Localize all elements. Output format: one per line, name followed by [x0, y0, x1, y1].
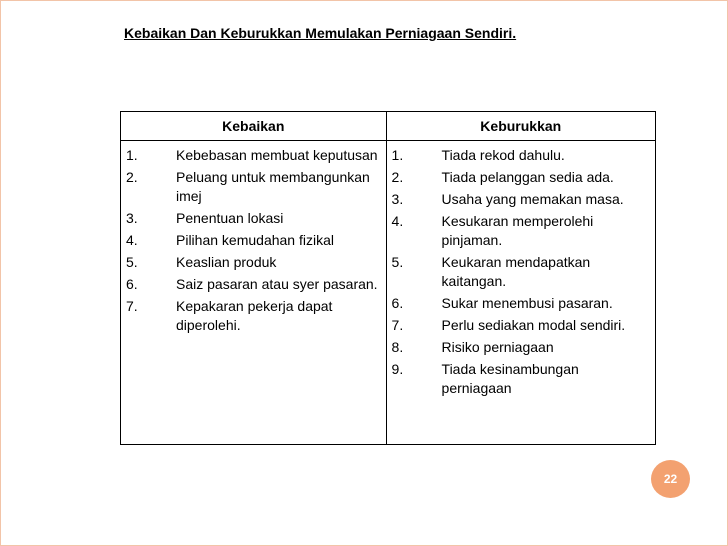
list-item-text: Keaslian produk [176, 254, 277, 270]
keburukkan-item [387, 146, 655, 165]
list-item-text: Saiz pasaran atau syer pasaran. [176, 276, 378, 292]
kebaikan-item [121, 209, 386, 228]
list-item-number: 3. [391, 191, 404, 207]
list-item-text: Keukaran mendapatkan kaitangan. [441, 254, 591, 289]
keburukkan-item [387, 338, 655, 357]
keburukkan-item [387, 316, 655, 335]
list-item-text: Usaha yang memakan masa. [441, 191, 624, 207]
list-item-text: Kesukaran memperolehi pinjaman. [441, 213, 594, 248]
list-item-number: 3. [126, 210, 138, 226]
list-item-text: Kebebasan membuat keputusan [176, 147, 378, 163]
table-header-row [121, 112, 656, 141]
list-item-number: 1. [126, 147, 138, 163]
list-item-text: Tiada rekod dahulu. [441, 147, 565, 163]
list-item-number: 6. [126, 276, 138, 292]
kebaikan-cell [121, 141, 387, 445]
page-number-badge: 22 [651, 460, 690, 498]
list-item-number: 5. [126, 254, 138, 270]
list-item-number: 2. [126, 169, 138, 185]
header-keburukkan: Keburukkan [386, 112, 655, 141]
kebaikan-item [121, 253, 386, 272]
list-item-number: 7. [391, 317, 404, 333]
kebaikan-item [121, 275, 386, 294]
list-item-number: 7. [126, 298, 138, 314]
list-item-number: 9. [391, 361, 404, 377]
keburukkan-item [387, 212, 655, 250]
list-item-number: 4. [391, 213, 404, 229]
kebaikan-list [121, 146, 386, 335]
keburukkan-item [387, 190, 655, 209]
slide-title: Kebaikan Dan Keburukkan Memulakan Perniagaan Sendiri. [124, 25, 517, 41]
keburukkan-item [387, 360, 655, 398]
kebaikan-item [121, 231, 386, 250]
list-item-text: Tiada kesinambungan perniagaan [441, 361, 579, 396]
list-item-number: 6. [391, 295, 404, 311]
table-body-row [121, 141, 656, 445]
keburukkan-item [387, 253, 655, 291]
list-item-text: Tiada pelanggan sedia ada. [441, 169, 614, 185]
keburukkan-item [387, 294, 655, 313]
list-item-text: Sukar menembusi pasaran. [441, 295, 613, 311]
kebaikan-item [121, 297, 386, 335]
kebaikan-item [121, 168, 386, 206]
list-item-text: Pilihan kemudahan fizikal [176, 232, 334, 248]
keburukkan-cell [386, 141, 655, 445]
keburukkan-item [387, 168, 655, 187]
keburukkan-list [387, 146, 655, 398]
comparison-table [120, 111, 656, 445]
list-item-text: Penentuan lokasi [176, 210, 284, 226]
list-item-number: 5. [391, 254, 404, 270]
kebaikan-item [121, 146, 386, 165]
list-item-number: 4. [126, 232, 138, 248]
list-item-text: Perlu sediakan modal sendiri. [441, 317, 626, 333]
list-item-text: Risiko perniagaan [441, 339, 554, 355]
list-item-text: Kepakaran pekerja dapat diperolehi. [176, 298, 333, 333]
header-kebaikan: Kebaikan [121, 112, 387, 141]
list-item-number: 1. [391, 147, 404, 163]
list-item-text: Peluang untuk membangunkan imej [176, 169, 370, 204]
list-item-number: 2. [391, 169, 404, 185]
list-item-number: 8. [391, 339, 404, 355]
